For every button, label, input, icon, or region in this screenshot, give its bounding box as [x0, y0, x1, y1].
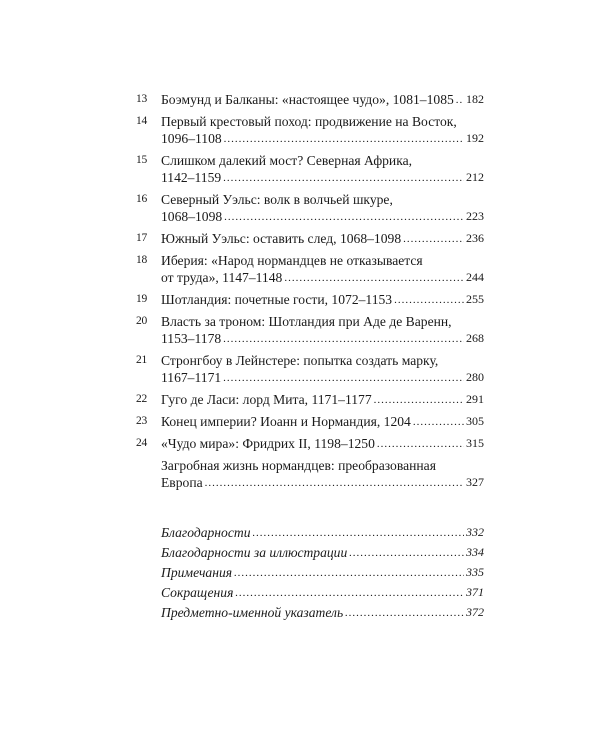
page-number: 268 — [466, 331, 484, 345]
back-matter-entry — [136, 604, 484, 621]
chapter-number: 17 — [136, 232, 148, 244]
back-matter-list — [136, 524, 484, 621]
entry-last-line — [161, 369, 484, 386]
chapter-title-end: от труда», 1147–1148 — [161, 270, 283, 285]
page-number: 305 — [466, 414, 484, 428]
chapter-entry — [136, 113, 484, 147]
entry-last-line — [161, 291, 484, 308]
chapter-number: 21 — [136, 354, 148, 366]
chapter-entry — [136, 457, 484, 491]
dot-leader — [413, 415, 464, 430]
back-matter-entry — [136, 584, 484, 601]
chapter-title-end: 1167–1171 — [161, 370, 222, 385]
entry-body — [161, 191, 484, 225]
chapter-title-end: Боэмунд и Балканы: «настоящее чудо», 1081–1085 — [161, 92, 454, 107]
entry-body — [161, 313, 484, 347]
dot-leader — [349, 546, 464, 561]
entry-last-line — [161, 169, 484, 186]
entry-body — [161, 391, 484, 408]
entry-body — [161, 413, 484, 430]
chapter-title-line: Загробная жизнь нормандцев: преобразованная — [161, 458, 436, 473]
dot-leader — [224, 132, 464, 147]
section-title: Предметно-именной указатель — [161, 605, 344, 620]
dot-leader — [205, 476, 464, 491]
entry-last-line — [161, 230, 484, 247]
chapter-title-end: 1153–1178 — [161, 331, 222, 346]
chapter-title-end: Шотландия: почетные гости, 1072–1153 — [161, 292, 393, 307]
entry-body — [161, 435, 484, 452]
entry-last-line — [161, 564, 484, 581]
dot-leader — [224, 210, 464, 225]
chapter-number: 15 — [136, 154, 148, 166]
chapter-number: 18 — [136, 254, 148, 266]
back-matter-entry — [136, 544, 484, 561]
chapter-entry — [136, 252, 484, 286]
entry-body — [161, 564, 484, 581]
chapter-number: 23 — [136, 415, 148, 427]
dot-leader — [403, 232, 464, 247]
page-number: 182 — [466, 92, 484, 106]
chapter-title-end: Конец империи? Иоанн и Нормандия, 1204 — [161, 414, 411, 429]
page-number: 236 — [466, 231, 484, 245]
entry-body — [161, 457, 484, 491]
entry-last-line — [161, 524, 484, 541]
entry-body — [161, 252, 484, 286]
chapter-entry — [136, 413, 484, 430]
entry-last-line — [161, 413, 484, 430]
entry-body — [161, 584, 484, 601]
chapter-entry — [136, 91, 484, 108]
entry-last-line — [161, 544, 484, 561]
chapter-entry — [136, 291, 484, 308]
entry-body — [161, 604, 484, 621]
chapter-title-line: Иберия: «Народ нормандцев не отказывается — [161, 253, 423, 268]
page-number: 291 — [466, 392, 484, 406]
chapter-title-end: Южный Уэльс: оставить след, 1068–1098 — [161, 231, 402, 246]
entry-body — [161, 291, 484, 308]
section-title: Сокращения — [161, 585, 234, 600]
entry-last-line — [161, 269, 484, 286]
page-number: 192 — [466, 131, 484, 145]
chapter-title-line: Первый крестовый поход: продвижение на Восток, — [161, 114, 457, 129]
chapter-number: 20 — [136, 315, 148, 327]
page-number: 315 — [466, 436, 484, 450]
entry-last-line — [161, 584, 484, 601]
dot-leader — [223, 332, 464, 347]
chapter-title-end: 1068–1098 — [161, 209, 223, 224]
chapter-title-end: «Чудо мира»: Фридрих II, 1198–1250 — [161, 436, 375, 451]
page-number: 371 — [466, 585, 484, 599]
page-number: 372 — [466, 605, 484, 619]
entry-last-line — [161, 91, 484, 108]
chapter-number: 16 — [136, 193, 148, 205]
section-gap — [136, 496, 484, 524]
entry-last-line — [161, 130, 484, 147]
chapter-entry — [136, 435, 484, 452]
entry-last-line — [161, 391, 484, 408]
chapter-number: 13 — [136, 93, 148, 105]
chapter-entry — [136, 191, 484, 225]
chapter-title-end: 1142–1159 — [161, 170, 222, 185]
entry-body — [161, 352, 484, 386]
section-title: Благодарности за иллюстрации — [161, 545, 348, 560]
entry-body — [161, 230, 484, 247]
page-number: 223 — [466, 209, 484, 223]
page-number: 255 — [466, 292, 484, 306]
chapter-title-end: Европа — [161, 475, 203, 490]
entry-body — [161, 524, 484, 541]
page-number: 280 — [466, 370, 484, 384]
entry-last-line — [161, 435, 484, 452]
dot-leader — [223, 171, 464, 186]
chapter-title-line: Власть за троном: Шотландия при Аде де Варенн, — [161, 314, 452, 329]
chapter-entry — [136, 391, 484, 408]
entry-last-line — [161, 474, 484, 491]
entry-last-line — [161, 208, 484, 225]
chapter-title-end: Гуго де Ласи: лорд Мита, 1171–1177 — [161, 392, 372, 407]
dot-leader — [377, 437, 464, 452]
chapter-list — [136, 91, 484, 491]
back-matter-entry — [136, 564, 484, 581]
entry-body — [161, 91, 484, 108]
back-matter-entry — [136, 524, 484, 541]
chapter-title-line: Слишком далекий мост? Северная Африка, — [161, 153, 413, 168]
table-of-contents — [136, 91, 484, 624]
page-number: 332 — [466, 525, 484, 539]
dot-leader — [253, 526, 465, 541]
dot-leader — [284, 271, 464, 286]
chapter-number: 22 — [136, 393, 148, 405]
dot-leader — [374, 393, 464, 408]
chapter-number: 19 — [136, 293, 148, 305]
dot-leader — [234, 566, 464, 581]
section-title: Примечания — [161, 565, 233, 580]
chapter-number: 24 — [136, 437, 148, 449]
dot-leader — [345, 606, 464, 621]
chapter-title-line: Стронгбоу в Лейнстере: попытка создать марку, — [161, 353, 439, 368]
page-number: 244 — [466, 270, 484, 284]
dot-leader — [223, 371, 464, 386]
dot-leader — [235, 586, 464, 601]
entry-last-line — [161, 330, 484, 347]
dot-leader — [456, 93, 464, 108]
dot-leader — [394, 293, 464, 308]
chapter-title-end: 1096–1108 — [161, 131, 222, 146]
page-number: 334 — [466, 545, 484, 559]
section-title: Благодарности — [161, 525, 251, 540]
entry-body — [161, 544, 484, 561]
page-number: 212 — [466, 170, 484, 184]
chapter-title-line: Северный Уэльс: волк в волчьей шкуре, — [161, 192, 393, 207]
chapter-number: 14 — [136, 115, 148, 127]
chapter-entry — [136, 352, 484, 386]
page-number: 327 — [466, 475, 484, 489]
chapter-entry — [136, 152, 484, 186]
chapter-entry — [136, 230, 484, 247]
chapter-entry — [136, 313, 484, 347]
page-number: 335 — [466, 565, 484, 579]
entry-body — [161, 152, 484, 186]
entry-last-line — [161, 604, 484, 621]
entry-body — [161, 113, 484, 147]
